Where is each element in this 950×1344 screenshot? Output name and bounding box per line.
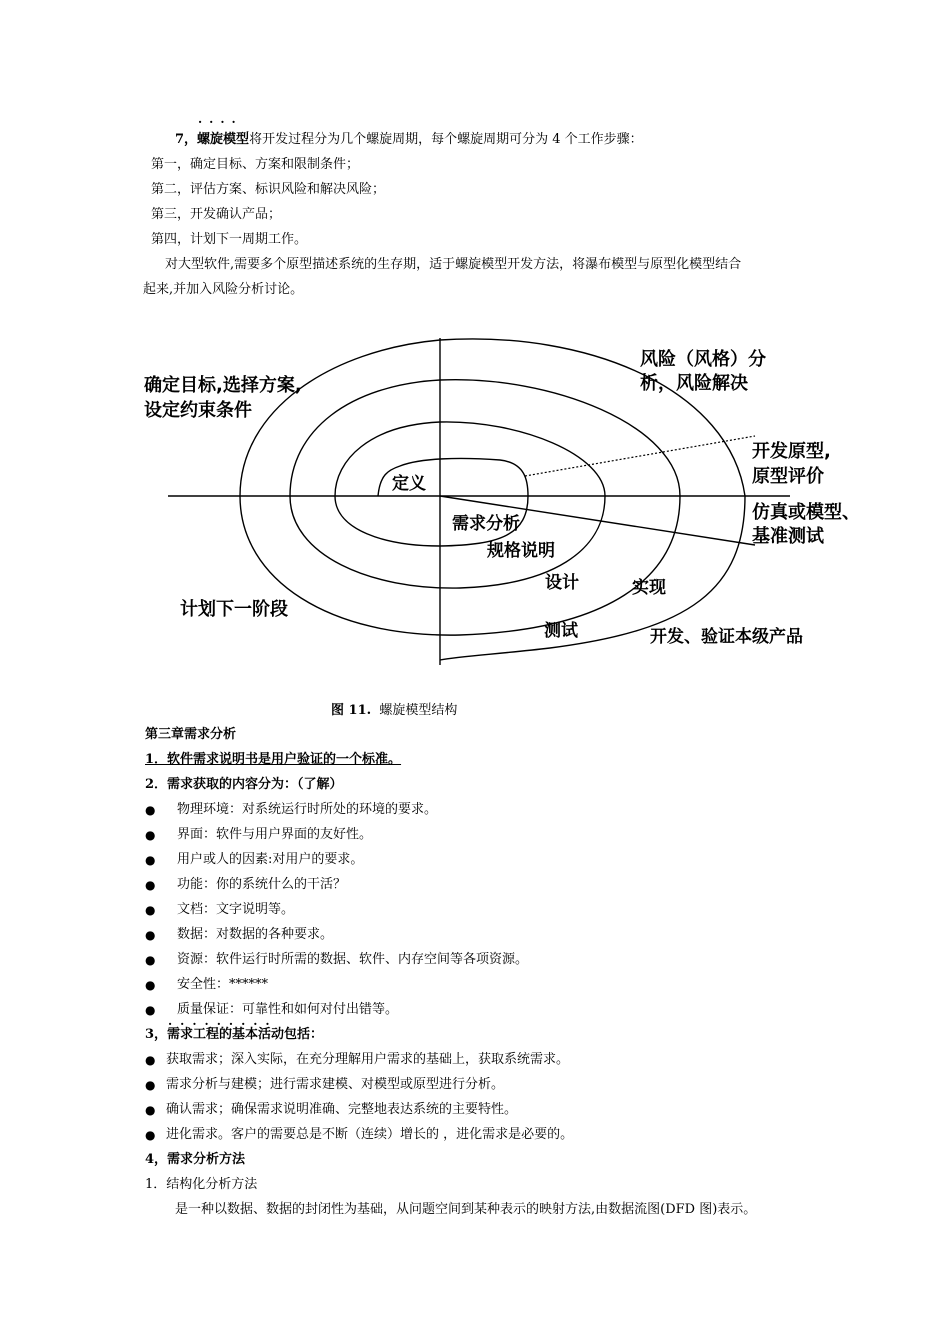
- label-prototype-1: 开发原型,: [752, 441, 831, 462]
- label-risk-2: 析，风险解决: [640, 373, 748, 394]
- bullet-icon: ●: [145, 828, 156, 842]
- label-objectives-1: 确定目标,选择方案,: [144, 375, 302, 396]
- label-plan-next: 计划下一阶段: [180, 599, 288, 620]
- list-item: 资源：软件运行时所需的数据、软件、内存空间等各项资源。: [177, 952, 529, 967]
- emphasis-dots: ·········: [168, 1017, 278, 1031]
- bullet-icon: ●: [145, 928, 156, 942]
- bullet-icon: ●: [145, 878, 156, 892]
- list-item: 质量保证：可靠性和如何对付出错等。: [177, 1002, 399, 1017]
- bullet-icon: ●: [145, 903, 156, 917]
- bullet-icon: ●: [145, 953, 156, 967]
- chapter-item-4: 4，需求分析方法: [145, 1152, 246, 1167]
- label-implement: 实现: [632, 578, 666, 598]
- list-item: 功能：你的系统什么的干活？: [177, 877, 347, 892]
- list-item: 用户或人的因素:对用户的要求。: [177, 852, 364, 867]
- bullet-icon: ●: [145, 1103, 156, 1117]
- label-simulation-2: 基准测试: [752, 526, 824, 547]
- bullet-icon: ●: [145, 853, 156, 867]
- bullet-icon: ●: [145, 803, 156, 817]
- label-simulation-1: 仿真或模型、: [752, 502, 860, 523]
- chapter-item-2: 2．需求获取的内容分为：（了解）: [145, 777, 343, 792]
- bullet-icon: ●: [145, 1053, 156, 1067]
- activity-item: 需求分析与建模；进行需求建模、对模型或原型进行分析。: [166, 1077, 505, 1092]
- emphasis-dots: ····: [198, 115, 243, 129]
- spiral-loop-3: [290, 380, 680, 588]
- activity-item: 获取需求；深入实际，在充分理解用户需求的基础上，获取系统需求。: [166, 1052, 570, 1067]
- figure-caption-label: 图 11.: [331, 703, 372, 718]
- bullet-icon: ●: [145, 1078, 156, 1092]
- method-1-title: 1．结构化分析方法: [145, 1177, 258, 1192]
- spiral-intro: [175, 132, 643, 148]
- spiral-term: 螺旋模型: [197, 132, 250, 147]
- bullet-icon: ●: [145, 1128, 156, 1142]
- chapter-title: 第三章需求分析: [145, 727, 237, 742]
- bullet-icon: ●: [145, 1003, 156, 1017]
- step-4: 第四，计划下一周期工作。: [151, 232, 308, 247]
- label-develop-verify: 开发、验证本级产品: [650, 627, 803, 647]
- method-1-desc: 是一种以数据、数据的封闭性为基础，从问题空间到某种表示的映射方法,由数据流图(DFD 图)表示。: [175, 1202, 757, 1217]
- list-item: 安全性：******: [177, 977, 269, 992]
- step-3: 第三，开发确认产品；: [151, 207, 282, 222]
- list-item: 界面：软件与用户界面的友好性。: [177, 827, 373, 842]
- chapter-item-3: 3，需求工程的基本活动包括：: [145, 1027, 324, 1042]
- step-1: 第一，确定目标、方案和限制条件；: [151, 157, 360, 172]
- list-item: 数据：对数据的各种要求。: [177, 927, 334, 942]
- large-software-line2: 起来,并加入风险分析讨论。: [143, 282, 304, 297]
- activity-item: 确认需求；确保需求说明准确、完整地表达系统的主要特性。: [166, 1102, 518, 1117]
- list-item: 物理环境：对系统运行时所处的环境的要求。: [177, 802, 438, 817]
- chapter-item-1: 1．软件需求说明书是用户验证的一个标准。: [145, 752, 402, 767]
- step-2: 第二，评估方案、标识风险和解决风险；: [151, 182, 386, 197]
- activity-item: 进化需求。客户的需要总是不断（连续）增长的 ，进化需求是必要的。: [166, 1127, 574, 1142]
- figure-caption: [331, 703, 457, 719]
- large-software-line1: 对大型软件,需要多个原型描述系统的生存期，适于螺旋模型开发方法，将瀑布模型与原型化模型结合: [165, 257, 742, 272]
- spiral-model-diagram: [130, 330, 870, 675]
- label-risk-1: 风险（风格）分: [640, 349, 766, 370]
- prototype-connector: [525, 436, 755, 476]
- label-objectives-2: 设定约束条件: [144, 400, 252, 421]
- spiral-intro-rest: 将开发过程分为几个螺旋周期，每个螺旋周期可分为 4 个工作步骤：: [249, 132, 643, 147]
- figure-caption-text: 螺旋模型结构: [379, 703, 458, 718]
- list-item: 文档：文字说明等。: [177, 902, 295, 917]
- label-design: 设计: [545, 573, 579, 593]
- label-define: 定义: [392, 474, 426, 494]
- label-test: 测试: [544, 621, 578, 641]
- spiral-intro-num: 7，: [175, 132, 198, 147]
- bullet-icon: ●: [145, 978, 156, 992]
- label-prototype-2: 原型评价: [752, 466, 824, 487]
- label-spec: 规格说明: [487, 541, 555, 561]
- label-req-analysis: 需求分析: [452, 514, 520, 534]
